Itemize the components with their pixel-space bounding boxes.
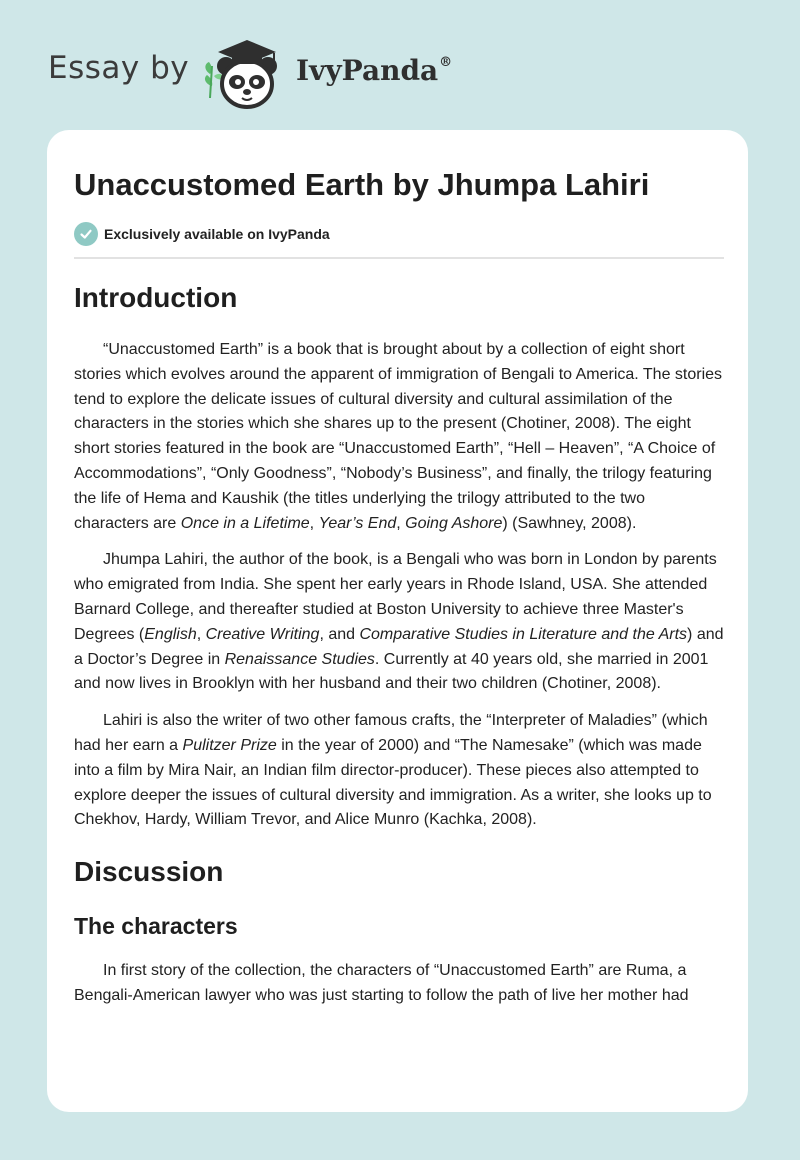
essay-by-label: Essay by bbox=[48, 50, 190, 86]
text-segment: in the year of 2000) and “The Namesake” (which was made into a film by Mira Nair, an Indian film director-producer). These pieces also attempted to explore deeper the issues of cultural diversity and immigration. As a writer, she looks up to Chekhov, Hardy, William Trevor, and Alice Munro (Kachka, 2008). bbox=[74, 736, 712, 829]
italic-title: Going Ashore bbox=[405, 514, 503, 532]
characters-subheading: The characters bbox=[74, 913, 238, 940]
italic-title: Once in a Lifetime bbox=[180, 514, 310, 532]
text-segment: . Currently at 40 years old, she married in 2001 and now lives in Brooklyn with her husband and their two children (Chotiner, 2008). bbox=[74, 650, 709, 693]
introduction-heading: Introduction bbox=[74, 282, 238, 313]
exclusive-badge bbox=[74, 221, 724, 247]
italic-term: Comparative Studies in Literature and the Arts bbox=[359, 625, 688, 643]
introduction-paragraph-2 bbox=[74, 548, 724, 697]
text-segment: “Unaccustomed Earth” is a book that is brought about by a collection of eight short stories which evolves around the apparent of immigration of Bengali to America. The stories tend to explore the delicate issues of cultural diversity and cultural assimilation of the characters in the stories which she shares up to the present (Chotiner, 2008). The eight short stories featured in the book are “Unaccustomed Earth”, “Hell – Heaven”, “A Choice of Accommodations”, “Only Goodness”, “Nobody’s Business”, and finally, the trilogy featuring the life of Hema and Kaushik (the titles underlying the trilogy attributed to the two characters are bbox=[74, 341, 723, 532]
registered-mark: ® bbox=[439, 54, 453, 70]
text-segment: ) (Sawhney, 2008). bbox=[502, 514, 637, 532]
text-segment: Lahiri is also the writer of two other famous crafts, the “Interpreter of Maladies” (which had her earn a bbox=[74, 712, 708, 754]
text-segment: ) and a Doctor’s Degree in bbox=[74, 625, 724, 668]
italic-title: Year’s End bbox=[318, 514, 397, 532]
introduction-paragraph-1 bbox=[74, 338, 724, 536]
text-segment: , and bbox=[319, 625, 360, 643]
essay-card bbox=[47, 130, 748, 1112]
characters-paragraph-1: In first story of the collection, the characters of “Unaccustomed Earth” are Ruma, a Bengali-American lawyer who was just starting to follow the path of live her mother had bbox=[74, 962, 689, 1004]
check-icon bbox=[74, 222, 98, 246]
panda-graduate-icon[interactable] bbox=[200, 36, 294, 110]
introduction-paragraph-3 bbox=[74, 709, 724, 833]
text-segment: , bbox=[309, 514, 319, 532]
page-title: Unaccustomed Earth by Jhumpa Lahiri bbox=[74, 167, 650, 202]
essay-content bbox=[74, 166, 724, 1009]
italic-term: English bbox=[144, 625, 197, 643]
text-segment: , bbox=[196, 625, 206, 643]
exclusive-label: Exclusively available on IvyPanda bbox=[104, 226, 330, 242]
site-header bbox=[0, 0, 800, 130]
italic-term: Pulitzer Prize bbox=[182, 736, 277, 754]
brand-name[interactable] bbox=[296, 54, 452, 87]
discussion-heading: Discussion bbox=[74, 856, 224, 888]
text-segment: Jhumpa Lahiri, the author of the book, is a Bengali who was born in London by parents who emigrated from India. She spent her early years in Rhode Island, USA. She attended Barnard College, and thereafter studied at Boston University to achieve three Master's Degrees ( bbox=[74, 551, 717, 643]
brand-name-text: IvyPanda bbox=[296, 54, 439, 87]
italic-term: Creative Writing bbox=[205, 625, 320, 643]
italic-term: Renaissance Studies bbox=[224, 650, 375, 668]
divider bbox=[74, 257, 724, 259]
text-segment: , bbox=[396, 514, 406, 532]
